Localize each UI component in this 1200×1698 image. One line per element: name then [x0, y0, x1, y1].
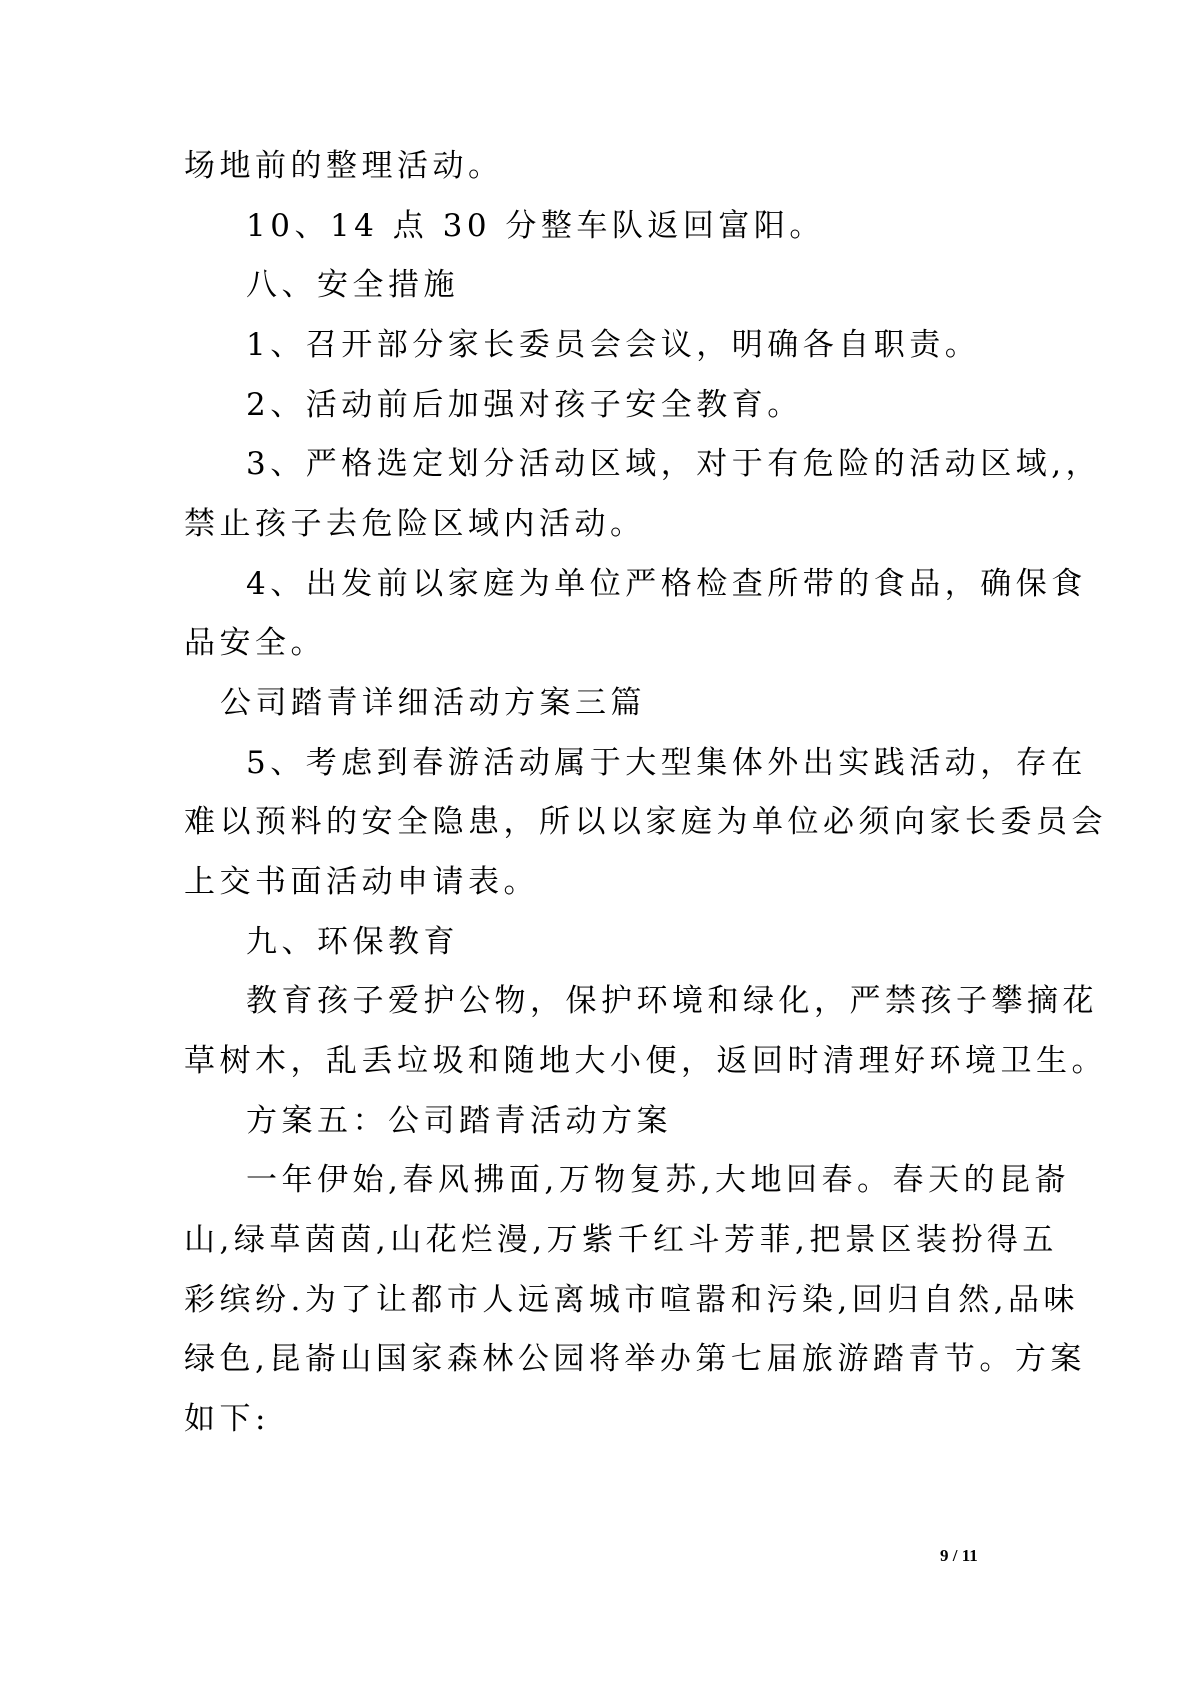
paragraph-line: 山,绿草茵茵,山花烂漫,万紫千红斗芳菲,把景区装扮得五 — [184, 1222, 1058, 1258]
paragraph-line: 难以预料的安全隐患，所以以家庭为单位必须向家长委员会 — [184, 804, 1107, 840]
paragraph-line: 教育孩子爱护公物，保护环境和绿化，严禁孩子攀摘花 — [246, 983, 1098, 1019]
paragraph-line: 场地前的整理活动。 — [184, 148, 504, 184]
document-subtitle: 公司踏青详细活动方案三篇 — [220, 685, 646, 721]
paragraph-line: 彩缤纷.为了让都市人远离城市喧嚣和污染,回归自然,品味 — [184, 1282, 1080, 1318]
section-heading: 方案五：公司踏青活动方案 — [246, 1103, 672, 1139]
section-heading: 八、安全措施 — [246, 267, 459, 303]
paragraph-line: 4、出发前以家庭为单位严格检查所带的食品，确保食 — [246, 566, 1087, 602]
paragraph-line: 如下: — [184, 1401, 270, 1437]
paragraph-line: 3、严格选定划分活动区域，对于有危险的活动区域,， — [246, 446, 1102, 482]
paragraph-line: 品安全。 — [184, 625, 326, 661]
paragraph-line: 2、活动前后加强对孩子安全教育。 — [246, 387, 803, 423]
paragraph-line: 绿色,昆嵛山国家森林公园将举办第七届旅游踏青节。方案 — [184, 1341, 1086, 1377]
paragraph-line: 10、14 点 30 分整车队返回富阳。 — [246, 208, 825, 244]
paragraph-line: 1、召开部分家长委员会会议，明确各自职责。 — [246, 327, 981, 363]
paragraph-line: 一年伊始,春风拂面,万物复苏,大地回春。春天的昆嵛 — [246, 1162, 1071, 1198]
paragraph-line: 5、考虑到春游活动属于大型集体外出实践活动，存在 — [246, 745, 1087, 781]
paragraph-line: 草树木，乱丢垃圾和随地大小便，返回时清理好环境卫生。 — [184, 1043, 1107, 1079]
paragraph-line: 禁止孩子去危险区域内活动。 — [184, 506, 646, 542]
paragraph-line: 上交书面活动申请表。 — [184, 864, 539, 900]
page-number: 9 / 11 — [940, 1546, 978, 1565]
section-heading: 九、环保教育 — [246, 924, 459, 960]
